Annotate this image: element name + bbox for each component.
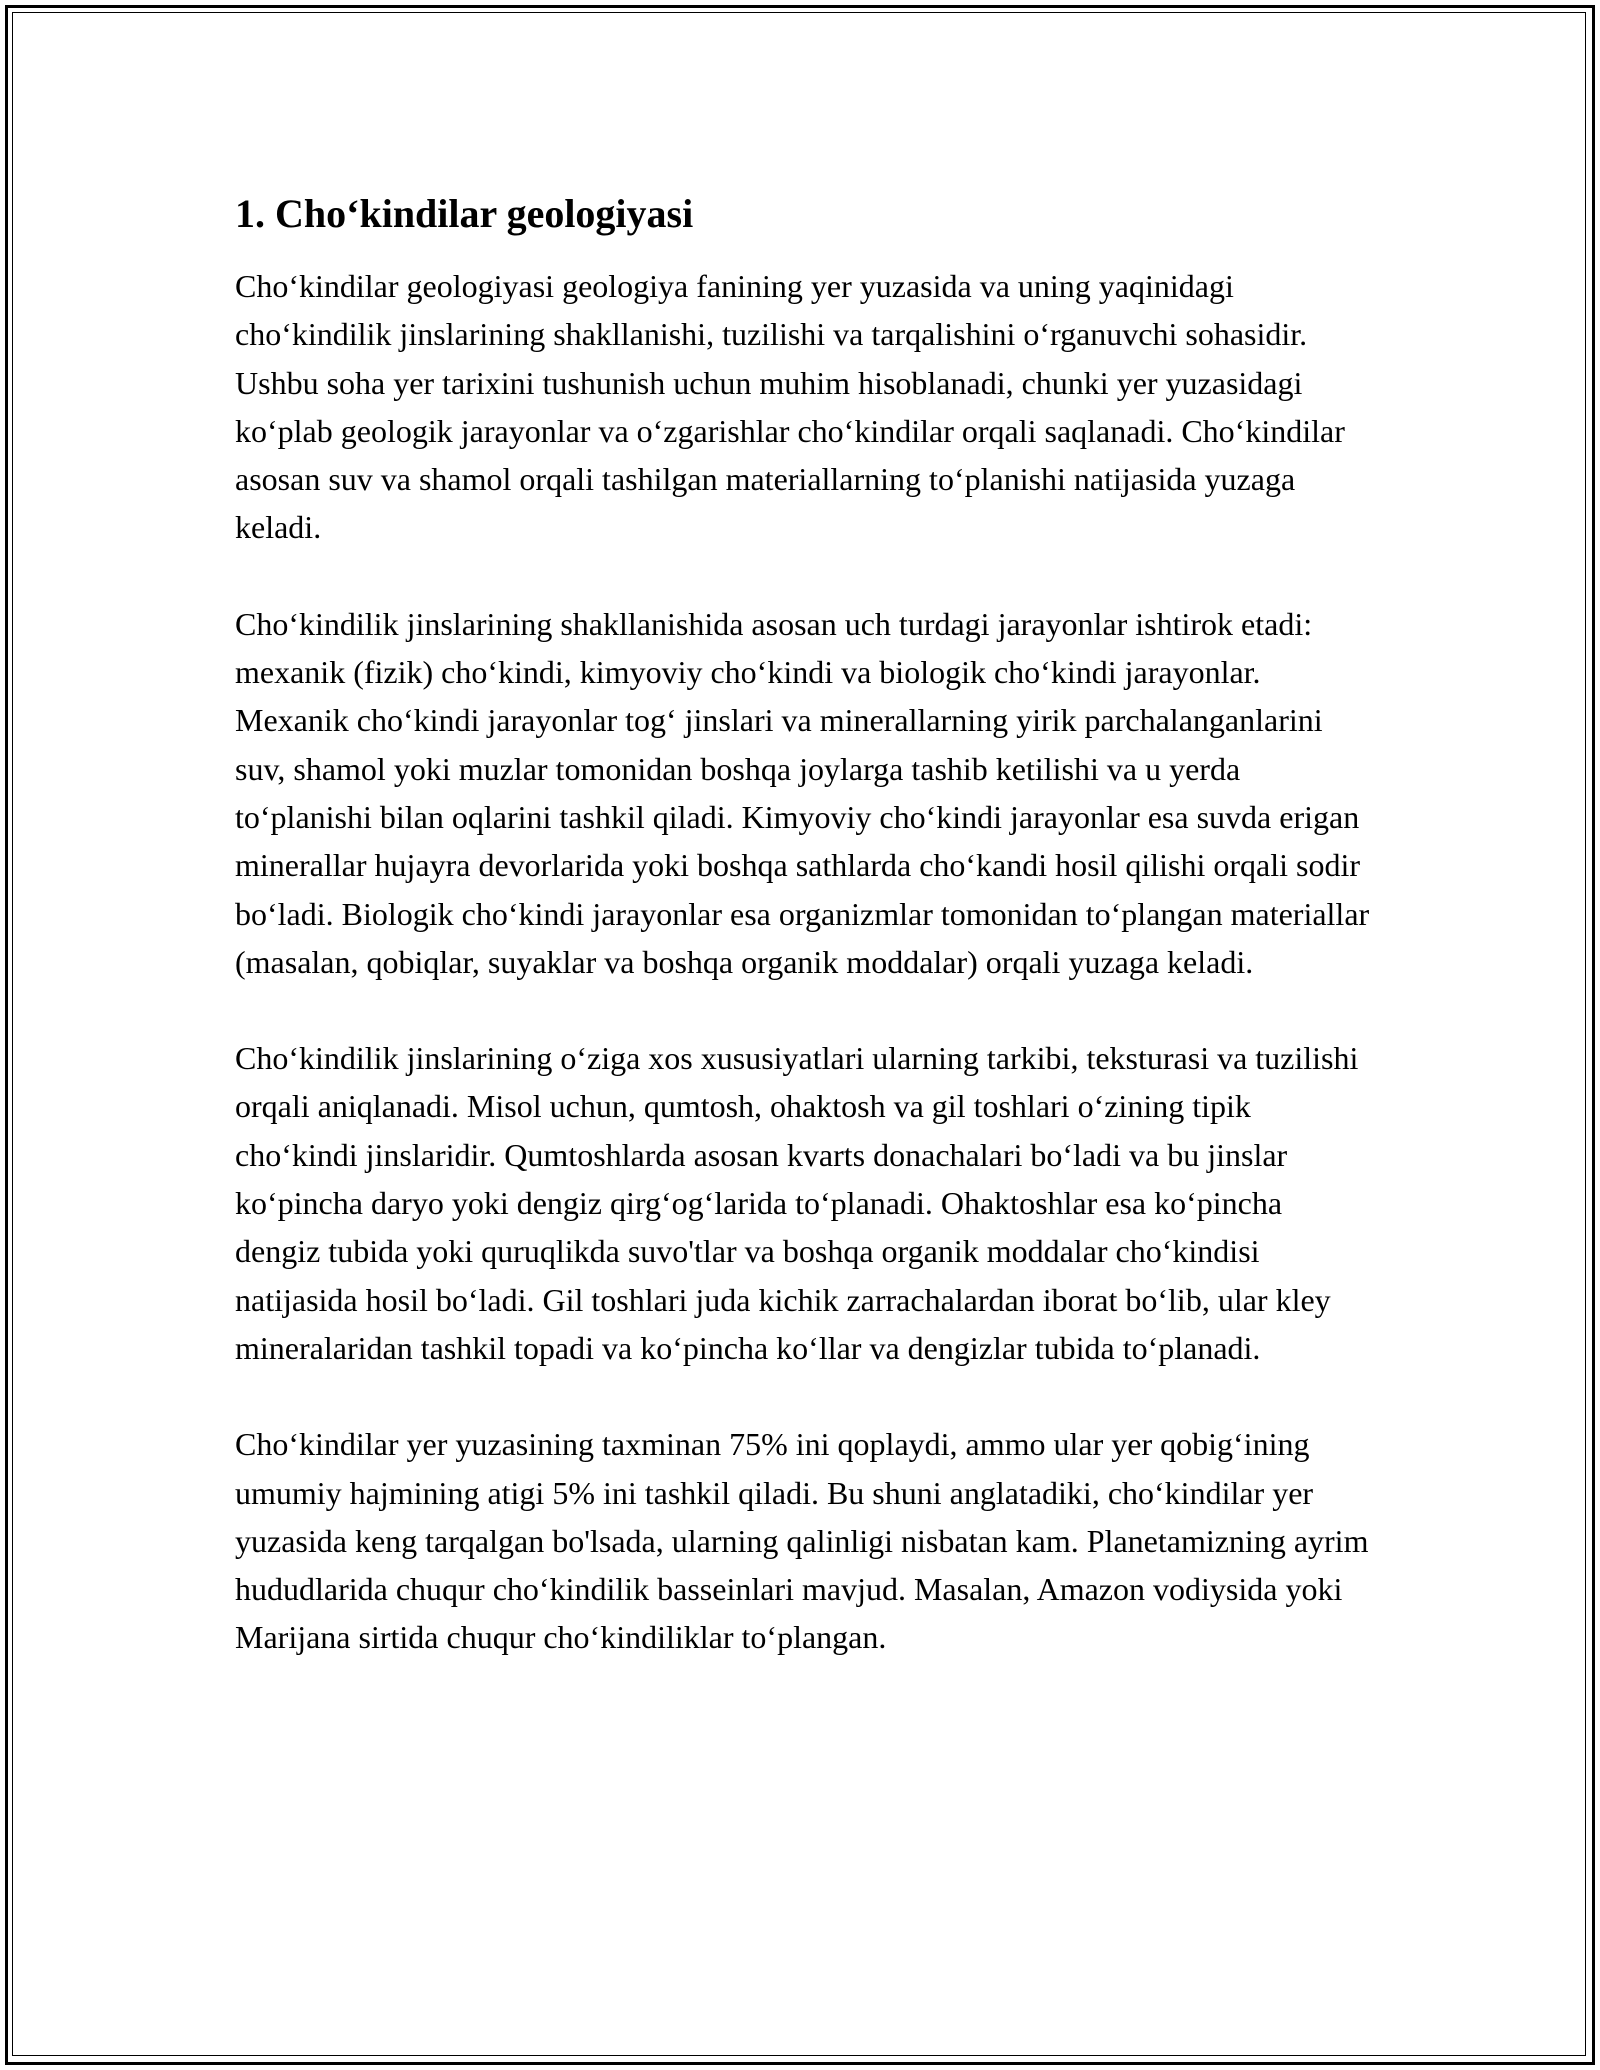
document-body xyxy=(235,188,1375,1710)
paragraph-4: Cho‘kindilar yer yuzasining taxminan 75% ini qoplaydi, ammo ular yer qobig‘ining umumiy hajmining atigi 5% ini tashkil qiladi. Bu shuni anglatadiki, cho‘kindilar yer yuzasida keng tarqalgan bo'lsada, ularning qalinligi nisbatan kam. Planetamizning ayrim hududlarida chuqur cho‘kindilik basseinlari mavjud. Masalan, Amazon vodiysida yoki Marijana sirtida chuqur cho‘kindiliklar to‘plangan. xyxy=(235,1426,1369,1656)
paragraph-3: Cho‘kindilik jinslarining o‘ziga xos xususiyatlari ularning tarkibi, teksturasi va tuzilishi orqali aniqlanadi. Misol uchun, qumtosh, ohaktosh va gil toshlari o‘zining tipik cho‘kindi jinslaridir. Qumtoshlarda asosan kvarts donachalari bo‘ladi va bu jinslar ko‘pincha daryo yoki dengiz qirg‘og‘larida to‘planadi. Ohaktoshlar esa ko‘pincha dengiz tubida yoki quruqlikda suvo'tlar va boshqa organik moddalar cho‘kindisi natijasida hosil bo‘ladi. Gil toshlari juda kichik zarrachalardan iborat bo‘lib, ular kley mineralaridan tashkil topadi va ko‘pincha ko‘llar va dengizlar tubida to‘planadi. xyxy=(235,1040,1359,1366)
section-heading: 1. Cho‘kindilar geologiyasi xyxy=(235,191,694,236)
paragraph-2: Cho‘kindilik jinslarining shakllanishida asosan uch turdagi jarayonlar ishtirok etadi: mexanik (fizik) cho‘kindi, kimyoviy cho‘kindi va biologik cho‘kindi jarayonlar. Mexanik cho‘kindi jarayonlar tog‘ jinslari va minerallarning yirik parchalanganlarini suv, shamol yoki muzlar tomonidan boshqa joylarga tashib ketilishi va u yerda to‘planishi bilan oqlarini tashkil qiladi. Kimyoviy cho‘kindi jarayonlar esa suvda erigan minerallar hujayra devorlarida yoki boshqa sathlarda cho‘kandi hosil qilishi orqali sodir bo‘ladi. Biologik cho‘kindi jarayonlar esa organizmlar tomonidan to‘plangan materiallar (masalan, qobiqlar, suyaklar va boshqa organik moddalar) orqali yuzaga keladi. xyxy=(235,605,1370,980)
paragraph-1: Cho‘kindilar geologiyasi geologiya fanining yer yuzasida va uning yaqinidagi cho‘kindilik jinslarining shakllanishi, tuzilishi va tarqalishini o‘rganuvchi sohasidir. Ushbu soha yer tarixini tushunish uchun muhim hisoblanadi, chunki yer yuzasidagi ko‘plab geologik jarayonlar va o‘zgarishlar cho‘kindilar orqali saqlanadi. Cho‘kindilar asosan suv va shamol orqali tashilgan materiallarning to‘planishi natijasida yuzaga keladi. xyxy=(235,268,1345,546)
